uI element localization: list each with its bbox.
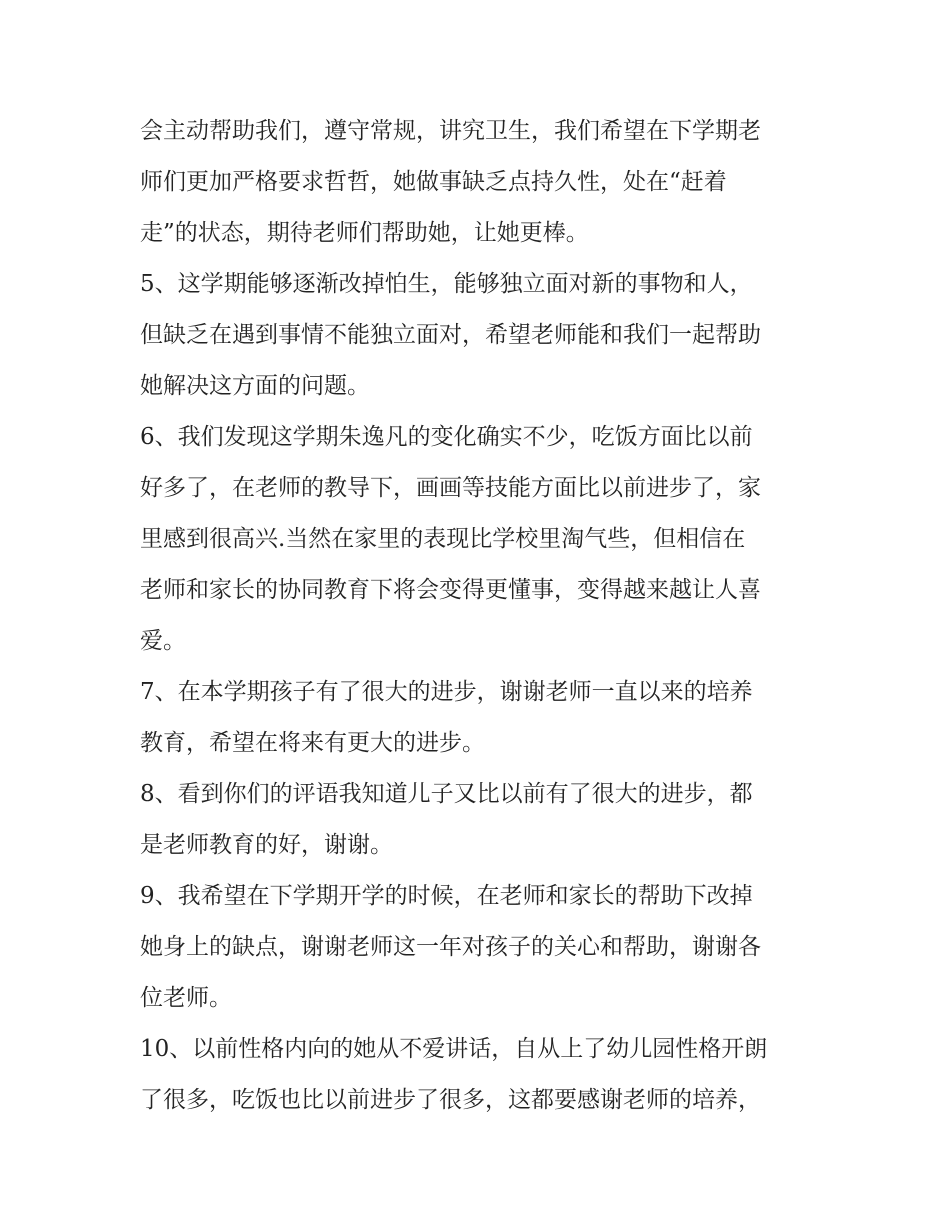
text-line: 6、我们发现这学期朱逸凡的变化确实不少，吃饭方面比以前 bbox=[140, 424, 753, 450]
text-line: 爱。 bbox=[140, 628, 186, 654]
text-line: 老师和家长的协同教育下将会变得更懂事，变得越来越让人喜 bbox=[140, 577, 761, 603]
text-line: 教育，希望在将来有更大的进步。 bbox=[140, 730, 485, 756]
text-line: 会主动帮助我们，遵守常规，讲究卫生，我们希望在下学期老 bbox=[140, 118, 761, 144]
text-line: 8、看到你们的评语我知道儿子又比以前有了很大的进步，都 bbox=[140, 781, 753, 807]
body-text bbox=[140, 106, 820, 1126]
text-line: 10、以前性格内向的她从不爱讲话，自从上了幼儿园性格开朗 bbox=[140, 1036, 768, 1062]
text-line: 好多了，在老师的教导下，画画等技能方面比以前进步了，家 bbox=[140, 475, 761, 501]
text-line: 7、在本学期孩子有了很大的进步，谢谢老师一直以来的培养 bbox=[140, 679, 753, 705]
text-line: 位老师。 bbox=[140, 985, 232, 1011]
text-line: 9、我希望在下学期开学的时候，在老师和家长的帮助下改掉 bbox=[140, 883, 753, 909]
text-line: 走”的状态，期待老师们帮助她，让她更棒。 bbox=[140, 220, 589, 246]
text-line: 师们更加严格要求哲哲，她做事缺乏点持久性，处在“赶着 bbox=[140, 169, 727, 195]
text-line: 是老师教育的好，谢谢。 bbox=[140, 832, 393, 858]
text-line: 但缺乏在遇到事情不能独立面对，希望老师能和我们一起帮助 bbox=[140, 322, 761, 348]
text-line: 5、这学期能够逐渐改掉怕生，能够独立面对新的事物和人， bbox=[140, 271, 753, 297]
text-line: 她身上的缺点，谢谢老师这一年对孩子的关心和帮助，谢谢各 bbox=[140, 934, 761, 960]
text-line: 了很多，吃饭也比以前进步了很多，这都要感谢老师的培养， bbox=[140, 1087, 761, 1113]
text-line: 里感到很高兴.当然在家里的表现比学校里淘气些，但相信在 bbox=[140, 526, 746, 552]
text-line: 她解决这方面的问题。 bbox=[140, 373, 370, 399]
